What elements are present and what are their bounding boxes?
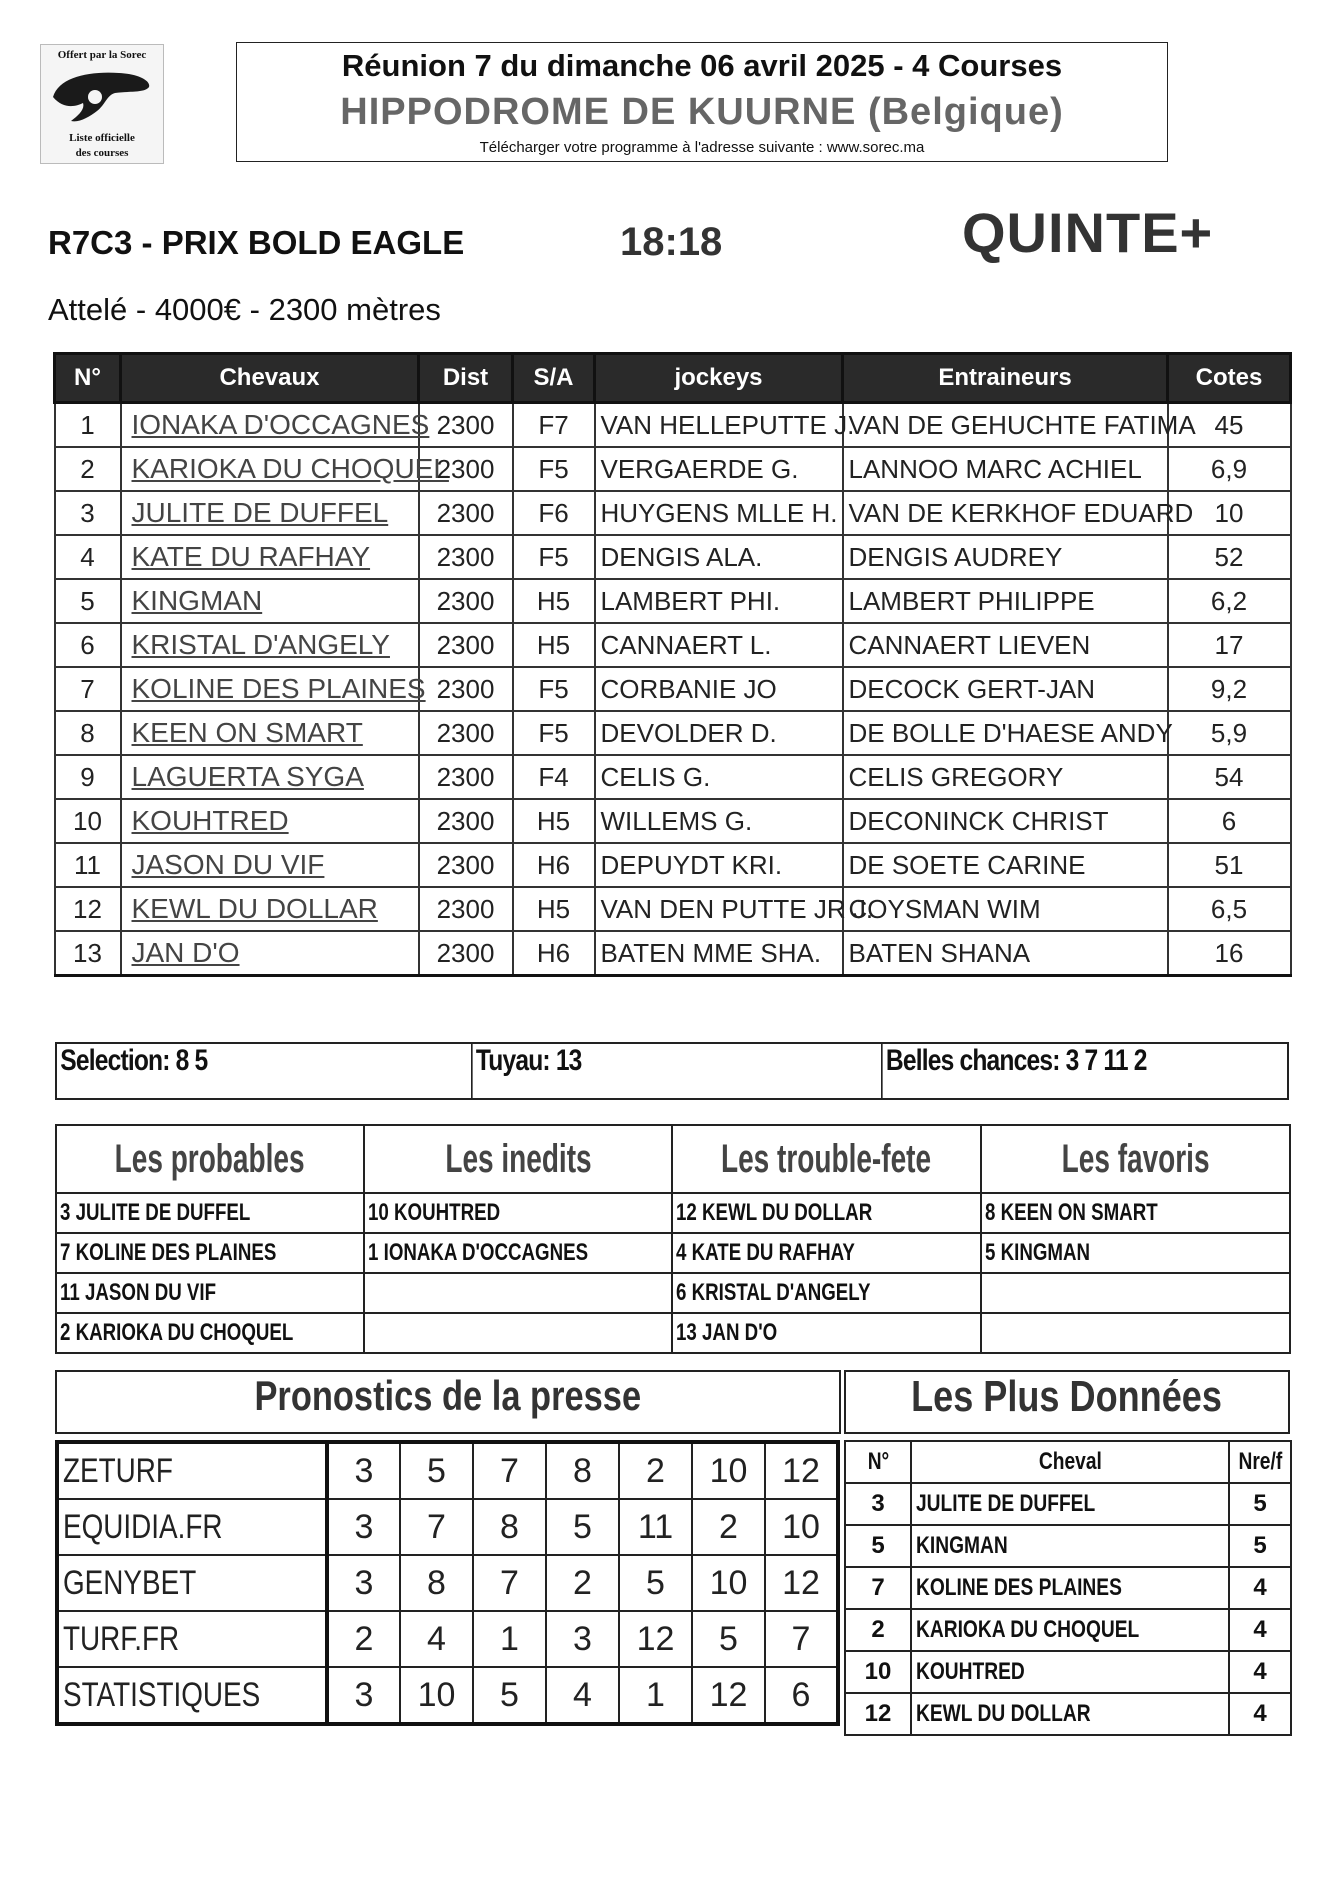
plus-count: 5 <box>1229 1525 1291 1567</box>
press-source-label: TURF.FR <box>63 1619 180 1658</box>
plus-number: 2 <box>845 1609 911 1651</box>
col-inedits: Les inedits <box>364 1125 672 1193</box>
runner-jockey: HUYGENS MLLE H. <box>595 491 843 535</box>
press-pick: 3 <box>327 1667 400 1724</box>
runner-odds: 6,5 <box>1168 887 1291 931</box>
prediction-cell <box>56 1193 364 1233</box>
runner-distance: 2300 <box>419 623 513 667</box>
runner-odds: 9,2 <box>1168 667 1291 711</box>
predictions-row <box>56 1193 1290 1233</box>
press-pick: 12 <box>619 1611 692 1667</box>
horse-link[interactable]: JAN D'O <box>131 937 240 968</box>
plus-count: 4 <box>1229 1693 1291 1735</box>
press-pick: 4 <box>400 1611 473 1667</box>
press-pick: 10 <box>692 1442 765 1499</box>
runner-sex-age: F4 <box>513 755 595 799</box>
runner-number: 7 <box>55 667 121 711</box>
runner-odds: 51 <box>1168 843 1291 887</box>
press-pick: 5 <box>473 1667 546 1724</box>
runner-distance: 2300 <box>419 579 513 623</box>
press-pick: 3 <box>546 1611 619 1667</box>
runner-jockey: DEPUYDT KRI. <box>595 843 843 887</box>
prediction-text: 6 KRISTAL D'ANGELY <box>676 1279 871 1306</box>
plus-donnees-header-row <box>845 1441 1291 1483</box>
runner-trainer: BATEN SHANA <box>843 931 1168 976</box>
runner-number: 6 <box>55 623 121 667</box>
horse-link[interactable]: KOUHTRED <box>131 805 289 836</box>
press-pick: 6 <box>765 1667 838 1724</box>
plus-cheval-label: KOUHTRED <box>916 1658 1025 1685</box>
press-row <box>57 1442 838 1499</box>
runner-sex-age: F5 <box>513 711 595 755</box>
runner-odds: 6,9 <box>1168 447 1291 491</box>
runner-jockey: VAN DEN PUTTE JR J. <box>595 887 843 931</box>
runner-number: 2 <box>55 447 121 491</box>
prediction-cell <box>981 1193 1290 1233</box>
race-time: 18:18 <box>620 220 723 264</box>
tuyau-text: Tuyau: 13 <box>471 1044 837 1098</box>
runner-odds: 6,2 <box>1168 579 1291 623</box>
belles-chances-text: Belles chances: 3 7 11 2 <box>881 1044 1296 1098</box>
horse-link[interactable]: IONAKA D'OCCAGNES <box>131 409 430 440</box>
runner-distance: 2300 <box>419 447 513 491</box>
runner-odds: 5,9 <box>1168 711 1291 755</box>
runner-trainer: DECONINCK CHRIST <box>843 799 1168 843</box>
plus-cheval-label: KOLINE DES PLAINES <box>916 1574 1122 1601</box>
meeting-header <box>236 42 1168 162</box>
runner-trainer: LANNOO MARC ACHIEL <box>843 447 1168 491</box>
runner-horse[interactable] <box>121 711 419 755</box>
runner-jockey: CELIS G. <box>595 755 843 799</box>
press-source-label: EQUIDIA.FR <box>63 1507 223 1546</box>
runner-jockey: VAN HELLEPUTTE J. <box>595 403 843 448</box>
runner-odds: 54 <box>1168 755 1291 799</box>
runner-trainer: DECOCK GERT-JAN <box>843 667 1168 711</box>
sorec-logo <box>40 44 164 164</box>
press-pick: 5 <box>619 1555 692 1611</box>
meeting-title: Réunion 7 du dimanche 06 avril 2025 - 4 Courses <box>341 48 1063 83</box>
prediction-text: 5 KINGMAN <box>985 1239 1091 1266</box>
plus-donnees-row <box>845 1483 1291 1525</box>
press-table <box>55 1440 840 1726</box>
runner-sex-age: F5 <box>513 667 595 711</box>
press-source <box>57 1499 327 1555</box>
press-pick: 5 <box>400 1442 473 1499</box>
selection-text: Selection: 8 5 <box>60 1044 208 1077</box>
runner-distance: 2300 <box>419 711 513 755</box>
press-pick: 2 <box>546 1555 619 1611</box>
prediction-cell <box>672 1273 981 1313</box>
runner-horse[interactable] <box>121 843 419 887</box>
prediction-cell <box>364 1313 672 1353</box>
plus-cheval <box>911 1693 1229 1735</box>
runner-number: 1 <box>55 403 121 448</box>
runner-distance: 2300 <box>419 799 513 843</box>
plus-cheval <box>911 1651 1229 1693</box>
runner-sex-age: H5 <box>513 579 595 623</box>
runner-horse[interactable] <box>121 799 419 843</box>
press-pick: 2 <box>619 1442 692 1499</box>
press-pick: 10 <box>400 1667 473 1724</box>
prediction-text: 10 KOUHTRED <box>368 1199 501 1226</box>
press-pick: 12 <box>765 1442 838 1499</box>
runner-row <box>55 667 1291 711</box>
col-number: N° <box>55 354 121 403</box>
runner-trainer: DE SOETE CARINE <box>843 843 1168 887</box>
prediction-cell <box>56 1233 364 1273</box>
plus-cheval <box>911 1525 1229 1567</box>
runner-number: 5 <box>55 579 121 623</box>
plus-donnees-row <box>845 1525 1291 1567</box>
prediction-text: 1 IONAKA D'OCCAGNES <box>368 1239 589 1266</box>
runner-number: 9 <box>55 755 121 799</box>
plus-number: 10 <box>845 1651 911 1693</box>
press-pick: 7 <box>765 1611 838 1667</box>
press-pick: 10 <box>692 1555 765 1611</box>
runner-jockey: DEVOLDER D. <box>595 711 843 755</box>
race-conditions: Attelé - 4000€ - 2300 mètres <box>48 292 441 327</box>
runner-number: 12 <box>55 887 121 931</box>
col-jockeys: jockeys <box>595 354 843 403</box>
plus-donnees-title: Les Plus Données <box>844 1370 1290 1434</box>
press-pick: 5 <box>692 1611 765 1667</box>
prediction-cell <box>56 1313 364 1353</box>
runner-trainer: VAN DE GEHUCHTE FATIMA <box>843 403 1168 448</box>
plus-number: 12 <box>845 1693 911 1735</box>
runner-row <box>55 623 1291 667</box>
horse-link[interactable]: JASON DU VIF <box>131 849 325 880</box>
runner-sex-age: F5 <box>513 535 595 579</box>
press-pick: 12 <box>692 1667 765 1724</box>
plus-cheval <box>911 1483 1229 1525</box>
press-source <box>57 1611 327 1667</box>
plus-count: 4 <box>1229 1567 1291 1609</box>
logo-top-text: Offert par la Sorec <box>57 49 147 61</box>
press-pick: 3 <box>327 1499 400 1555</box>
prediction-cell <box>981 1313 1290 1353</box>
plus-cheval <box>911 1609 1229 1651</box>
runner-row <box>55 579 1291 623</box>
plus-cheval-label: JULITE DE DUFFEL <box>916 1490 1096 1517</box>
press-pick: 12 <box>765 1555 838 1611</box>
press-pick: 8 <box>400 1555 473 1611</box>
predictions-header-row <box>56 1125 1290 1193</box>
runner-jockey: CORBANIE JO <box>595 667 843 711</box>
col-plus-count: Nre/f <box>1229 1441 1291 1483</box>
prediction-cell <box>56 1273 364 1313</box>
runner-row <box>55 755 1291 799</box>
runner-distance: 2300 <box>419 843 513 887</box>
press-pick: 1 <box>619 1667 692 1724</box>
bet-type: QUINTE+ <box>962 201 1214 264</box>
runner-jockey: VERGAERDE G. <box>595 447 843 491</box>
predictions-row <box>56 1273 1290 1313</box>
horse-link[interactable]: LAGUERTA SYGA <box>131 761 364 792</box>
plus-donnees-table <box>844 1440 1292 1736</box>
race-title: R7C3 - PRIX BOLD EAGLE <box>48 224 465 261</box>
runner-odds: 45 <box>1168 403 1291 448</box>
horse-link[interactable]: JULITE DE DUFFEL <box>131 497 389 528</box>
press-pick: 7 <box>473 1555 546 1611</box>
predictions-row <box>56 1313 1290 1353</box>
runner-horse[interactable] <box>121 623 419 667</box>
runner-distance: 2300 <box>419 755 513 799</box>
prediction-text: 13 JAN D'O <box>676 1319 778 1346</box>
runner-distance: 2300 <box>419 403 513 448</box>
runner-horse[interactable] <box>121 755 419 799</box>
press-source <box>57 1555 327 1611</box>
plus-donnees-row <box>845 1567 1291 1609</box>
runner-odds: 10 <box>1168 491 1291 535</box>
runner-number: 11 <box>55 843 121 887</box>
press-source <box>57 1442 327 1499</box>
runner-horse[interactable] <box>121 931 419 976</box>
press-source <box>57 1667 327 1724</box>
plus-number: 5 <box>845 1525 911 1567</box>
prediction-cell <box>981 1233 1290 1273</box>
runners-table <box>53 352 1292 977</box>
runner-distance: 2300 <box>419 535 513 579</box>
runner-row <box>55 711 1291 755</box>
prediction-cell <box>364 1273 672 1313</box>
runner-sex-age: F6 <box>513 491 595 535</box>
press-row <box>57 1611 838 1667</box>
runner-horse[interactable] <box>121 535 419 579</box>
press-pick: 7 <box>400 1499 473 1555</box>
runner-row <box>55 447 1291 491</box>
prediction-cell <box>672 1313 981 1353</box>
press-pick: 2 <box>327 1611 400 1667</box>
runner-jockey: WILLEMS G. <box>595 799 843 843</box>
racecourse-name: HIPPODROME DE KUURNE (Belgique) <box>340 91 1064 133</box>
runner-row <box>55 799 1291 843</box>
press-title: Pronostics de la presse <box>55 1370 841 1434</box>
runner-horse[interactable] <box>121 447 449 491</box>
runner-distance: 2300 <box>419 491 513 535</box>
selection-bar <box>55 1042 1289 1100</box>
plus-cheval-label: KARIOKA DU CHOQUEL <box>916 1616 1140 1643</box>
prediction-text: 11 JASON DU VIF <box>60 1279 217 1306</box>
runner-distance: 2300 <box>419 667 513 711</box>
logo-bottom-text: Liste officielle des courses <box>69 132 135 159</box>
col-sex-age: S/A <box>513 354 595 403</box>
press-pick: 8 <box>473 1499 546 1555</box>
horse-link[interactable]: KATE DU RAFHAY <box>131 541 371 572</box>
horse-link[interactable]: KARIOKA DU CHOQUEL <box>131 453 449 484</box>
runner-sex-age: H6 <box>513 843 595 887</box>
runner-row <box>55 403 1291 448</box>
plus-cheval <box>911 1567 1229 1609</box>
horse-link[interactable]: KRISTAL D'ANGELY <box>131 629 390 660</box>
prediction-cell <box>364 1193 672 1233</box>
runner-odds: 6 <box>1168 799 1291 843</box>
col-plus-cheval: Cheval <box>911 1441 1229 1483</box>
horse-link[interactable]: KEEN ON SMART <box>131 717 363 748</box>
prediction-cell <box>981 1273 1290 1313</box>
col-distance: Dist <box>419 354 513 403</box>
prediction-text: 4 KATE DU RAFHAY <box>676 1239 855 1266</box>
press-pick: 2 <box>692 1499 765 1555</box>
runner-jockey: BATEN MME SHA. <box>595 931 843 976</box>
press-row <box>57 1667 838 1724</box>
runner-odds: 52 <box>1168 535 1291 579</box>
runner-row <box>55 887 1291 931</box>
runner-horse[interactable] <box>121 491 419 535</box>
prediction-text: 12 KEWL DU DOLLAR <box>676 1199 873 1226</box>
col-favoris: Les favoris <box>981 1125 1290 1193</box>
runner-jockey: DENGIS ALA. <box>595 535 843 579</box>
plus-donnees-row <box>845 1693 1291 1735</box>
press-pick: 3 <box>327 1442 400 1499</box>
runner-odds: 16 <box>1168 931 1291 976</box>
plus-donnees-row <box>845 1609 1291 1651</box>
col-trouble-fete: Les trouble-fete <box>672 1125 981 1193</box>
press-source-label: GENYBET <box>63 1563 197 1602</box>
press-pick: 10 <box>765 1499 838 1555</box>
plus-count: 4 <box>1229 1651 1291 1693</box>
runner-trainer: COYSMAN WIM <box>843 887 1168 931</box>
plus-cheval-label: KEWL DU DOLLAR <box>916 1700 1091 1727</box>
press-pick: 7 <box>473 1442 546 1499</box>
horse-link[interactable]: KOLINE DES PLAINES <box>131 673 426 704</box>
runner-jockey: CANNAERT L. <box>595 623 843 667</box>
prediction-text: 8 KEEN ON SMART <box>985 1199 1158 1226</box>
runner-horse[interactable] <box>121 579 419 623</box>
press-pick: 5 <box>546 1499 619 1555</box>
runner-horse[interactable] <box>121 403 430 448</box>
runner-trainer: LAMBERT PHILIPPE <box>843 579 1168 623</box>
plus-donnees-row <box>845 1651 1291 1693</box>
press-pick: 11 <box>619 1499 692 1555</box>
runner-row <box>55 931 1291 976</box>
press-pick: 8 <box>546 1442 619 1499</box>
horse-link[interactable]: KINGMAN <box>131 585 263 616</box>
plus-count: 5 <box>1229 1483 1291 1525</box>
runner-trainer: VAN DE KERKHOF EDUARD <box>843 491 1168 535</box>
runner-horse[interactable] <box>121 667 426 711</box>
predictions-table <box>55 1124 1291 1354</box>
runner-odds: 17 <box>1168 623 1291 667</box>
runner-distance: 2300 <box>419 931 513 976</box>
runner-number: 10 <box>55 799 121 843</box>
press-row <box>57 1499 838 1555</box>
prediction-cell <box>672 1193 981 1233</box>
runner-sex-age: H5 <box>513 887 595 931</box>
col-horses: Chevaux <box>121 354 419 403</box>
horse-link[interactable]: KEWL DU DOLLAR <box>131 893 378 924</box>
prediction-cell <box>364 1233 672 1273</box>
runner-row <box>55 535 1291 579</box>
runner-number: 8 <box>55 711 121 755</box>
press-source-label: ZETURF <box>63 1451 173 1490</box>
runner-sex-age: F7 <box>513 403 595 448</box>
prediction-text: 2 KARIOKA DU CHOQUEL <box>60 1319 294 1346</box>
runner-trainer: DENGIS AUDREY <box>843 535 1168 579</box>
col-plus-number: N° <box>845 1441 911 1483</box>
runner-sex-age: F5 <box>513 447 595 491</box>
runner-row <box>55 843 1291 887</box>
runners-header-row <box>55 354 1291 403</box>
prediction-cell <box>672 1233 981 1273</box>
runner-number: 4 <box>55 535 121 579</box>
download-note: Télécharger votre programme à l'adresse suivante : www.sorec.ma <box>479 139 925 156</box>
horse-logo-icon <box>49 67 153 129</box>
press-pick: 1 <box>473 1611 546 1667</box>
runner-sex-age: H5 <box>513 799 595 843</box>
runner-horse[interactable] <box>121 887 419 931</box>
plus-count: 4 <box>1229 1609 1291 1651</box>
press-pick: 4 <box>546 1667 619 1724</box>
runner-number: 3 <box>55 491 121 535</box>
runner-sex-age: H5 <box>513 623 595 667</box>
runner-jockey: LAMBERT PHI. <box>595 579 843 623</box>
press-source-label: STATISTIQUES <box>63 1675 261 1714</box>
plus-number: 3 <box>845 1483 911 1525</box>
runner-distance: 2300 <box>419 887 513 931</box>
runner-trainer: CANNAERT LIEVEN <box>843 623 1168 667</box>
runner-trainer: CELIS GREGORY <box>843 755 1168 799</box>
prediction-text: 7 KOLINE DES PLAINES <box>60 1239 277 1266</box>
plus-number: 7 <box>845 1567 911 1609</box>
predictions-row <box>56 1233 1290 1273</box>
col-odds: Cotes <box>1168 354 1291 403</box>
press-pick: 3 <box>327 1555 400 1611</box>
press-row <box>57 1555 838 1611</box>
runner-sex-age: H6 <box>513 931 595 976</box>
runner-number: 13 <box>55 931 121 976</box>
col-trainers: Entraineurs <box>843 354 1168 403</box>
col-probables: Les probables <box>56 1125 364 1193</box>
prediction-text: 3 JULITE DE DUFFEL <box>60 1199 251 1226</box>
plus-cheval-label: KINGMAN <box>916 1532 1008 1559</box>
runner-row <box>55 491 1291 535</box>
runner-trainer: DE BOLLE D'HAESE ANDY <box>843 711 1168 755</box>
